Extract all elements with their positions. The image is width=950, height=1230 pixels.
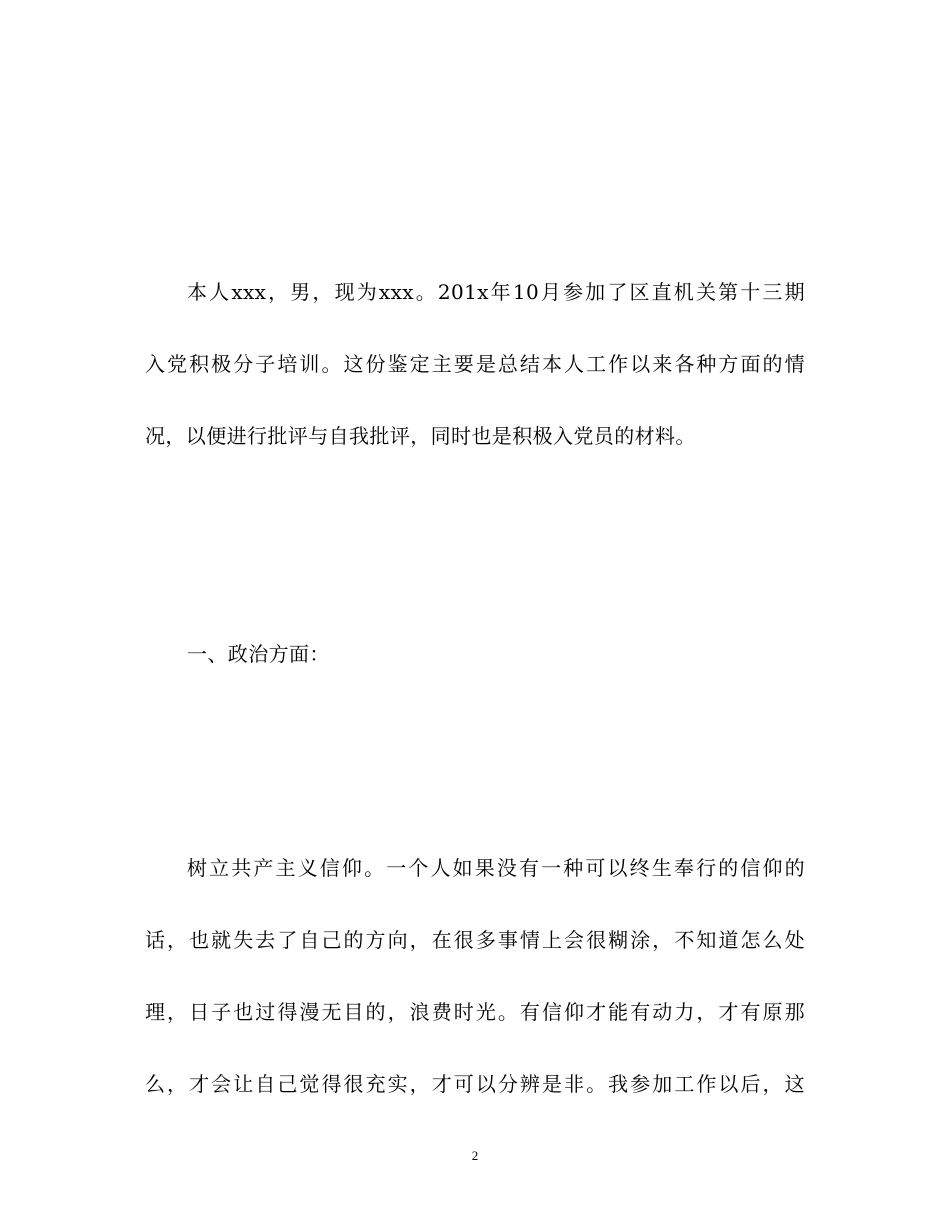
paragraph-line: 本人xxx，男，现为xxx。201x年10月参加了区直机关第十三期 <box>187 280 805 304</box>
paragraph-line: 理，日子也过得漫无目的，浪费时光。有信仰才能有动力，才有原那 <box>145 1000 805 1024</box>
paragraph-belief <box>145 832 805 1120</box>
section-heading <box>145 618 805 690</box>
paragraph-line: 入党积极分子培训。这份鉴定主要是总结本人工作以来各种方面的情 <box>145 352 805 376</box>
paragraph-line: 树立共产主义信仰。一个人如果没有一种可以终生奉行的信仰的 <box>187 856 805 880</box>
heading-text: 一、政治方面： <box>187 642 330 666</box>
page-number: 2 <box>471 1148 479 1163</box>
paragraph-line: 况，以便进行批评与自我批评，同时也是积极入党员的材料。 <box>145 424 696 448</box>
paragraph-intro <box>145 256 805 472</box>
paragraph-line: 么，才会让自己觉得很充实，才可以分辨是非。我参加工作以后，这 <box>145 1072 805 1096</box>
paragraph-line: 话，也就失去了自己的方向，在很多事情上会很糊涂，不知道怎么处 <box>145 928 805 952</box>
